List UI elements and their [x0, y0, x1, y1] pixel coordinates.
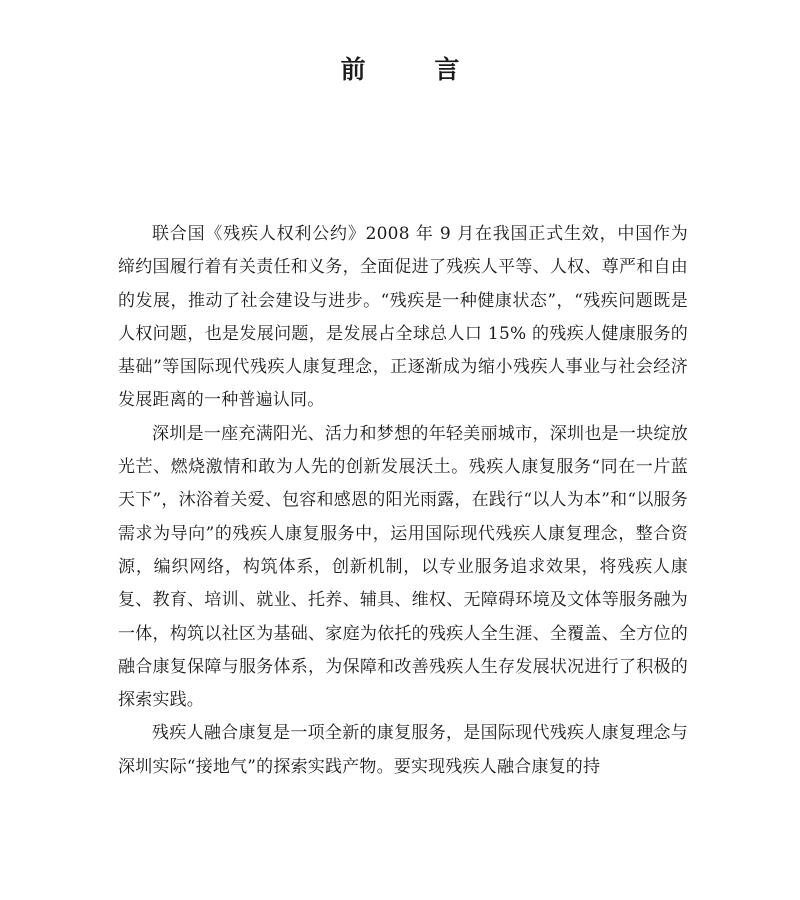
body-text [118, 218, 688, 784]
paragraph-2: 深圳是一座充满阳光、活力和梦想的年轻美丽城市，深圳也是一块绽放光芒、燃烧激情和敢为人先的创新发展沃土。残疾人康复服务“同在一片蓝天下”，沐浴着关爱、包容和感恩的阳光雨露，在践行“以人为本”和“以服务需求为导向”的残疾人康复服务中，运用国际现代残疾人康复理念，整合资源，编织网络，构筑体系，创新机制，以专业服务追求效果，将残疾人康复、教育、培训、就业、托养、辅具、维权、无障碍环境及文体等服务融为一体，构筑以社区为基础、家庭为依托的残疾人全生涯、全覆盖、全方位的融合康复保障与服务体系，为保障和改善残疾人生存发展状况进行了积极的探索实践。 [118, 423, 688, 711]
paragraph-1: 联合国《残疾人权利公约》2008 年 9 月在我国正式生效，中国作为缔约国履行着有关责任和义务，全面促进了残疾人平等、人权、尊严和自由的发展，推动了社会建设与进步。“残疾是一种健康状态”，“残疾问题既是人权问题，也是发展问题，是发展占全球总人口 15% 的残疾人健康服务的基础”等国际现代残疾人康复理念，正逐渐成为缩小残疾人事业与社会经济发展距离的一种普遍认同。 [118, 224, 688, 411]
page-title: 前 言 [340, 55, 490, 84]
paragraph-3: 残疾人融合康复是一项全新的康复服务，是国际现代残疾人康复理念与深圳实际“接地气”的探索实践产物。要实现残疾人融合康复的持 [118, 723, 688, 777]
